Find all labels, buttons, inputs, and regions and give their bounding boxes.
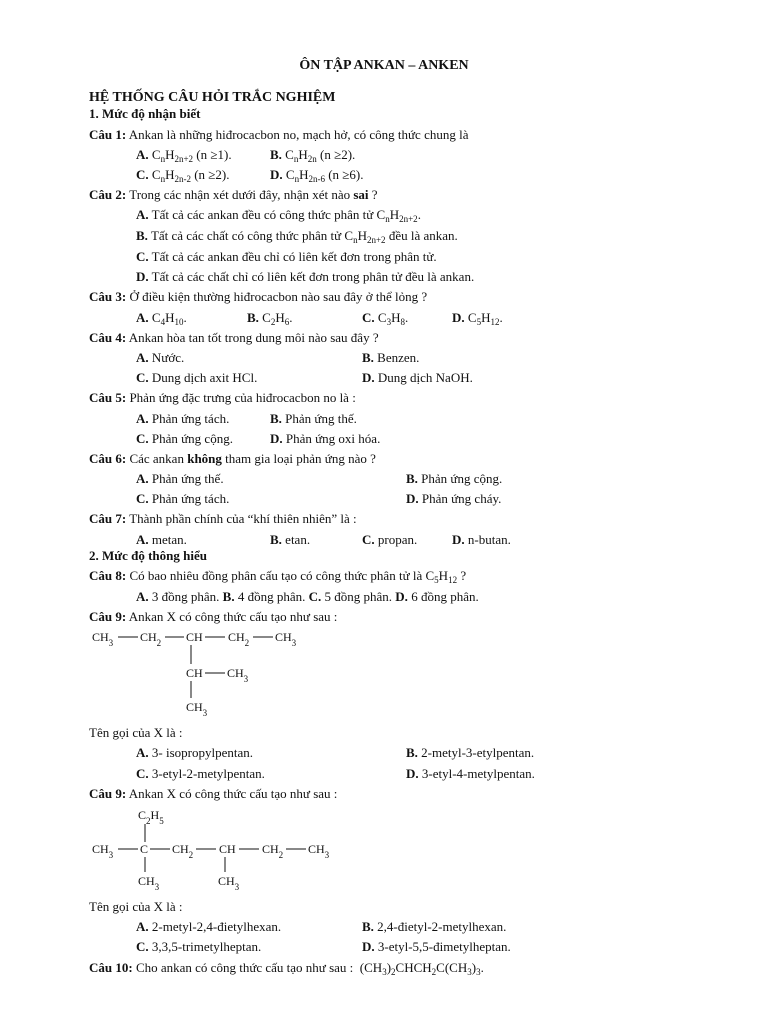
page-title: ÔN TẬP ANKAN – ANKEN [299, 58, 469, 73]
svg-text:CH: CH [219, 842, 236, 856]
answer-a[interactable]: A. $C_4H_{10}$. [136, 310, 187, 327]
answer-c[interactable]: C. 3,3,5-trimetylheptan. [136, 939, 262, 954]
svg-text:CH3: $CH_3$ [92, 842, 114, 860]
structural-formula-2 [88, 804, 348, 892]
answer-c[interactable]: C. propan. [362, 532, 418, 547]
question-7: Câu 7: Thành phần chính của “khí thiên nhiên” là : [89, 511, 357, 526]
answer-d[interactable]: D. 6 đồng phân. [395, 589, 479, 604]
question-text: Ankan là những hiđrocacbon no, mạch hở, có công thức chung là [128, 127, 469, 142]
answers-row [136, 589, 479, 605]
svg-text:CH3: $CH_3$ [308, 842, 330, 860]
answer-a[interactable]: A. 2-metyl-2,4-đietylhexan. [136, 919, 282, 934]
name-prompt: Tên gọi của X là : [89, 725, 183, 740]
svg-text:CH3: $CH_3$ [227, 666, 249, 684]
structural-formula-1 [88, 626, 318, 718]
question-9b: Câu 9: Ankan X có công thức cấu tạo như sau : [89, 786, 338, 801]
answer-a[interactable]: A. $C_nH_{2n+2}$ (n ≥1). [136, 147, 232, 164]
answer-b[interactable]: B. 2-metyl-3-etylpentan. [406, 745, 535, 760]
answer-b[interactable]: B. $C_nH_{2n}$ (n ≥2). [270, 147, 356, 164]
answer-b[interactable]: B. Benzen. [362, 350, 420, 365]
question-1 [89, 127, 468, 143]
svg-text:CH3: $CH_3$ [218, 874, 240, 892]
question-8: Câu 8: Có bao nhiêu đồng phân cấu tạo có công thức phân tử là $C_5H_{12}$ ? [89, 568, 467, 585]
level-heading-2: 2. Mức độ thông hiểu [89, 548, 207, 563]
name-prompt: Tên gọi của X là : [89, 899, 183, 914]
svg-text:CH2: $CH_2$ [262, 842, 284, 860]
answer-b[interactable]: B. etan. [270, 532, 311, 547]
condensed-formula: $(CH_3)_2CHCH_2C(CH_3)_3$. [359, 960, 484, 977]
svg-text:CH2: $CH_2$ [228, 630, 250, 648]
svg-text:CH2: $CH_2$ [140, 630, 162, 648]
question-2: Câu 2: Trong các nhận xét dưới đây, nhận xét nào sai ? [89, 187, 378, 202]
answer-b[interactable]: B. Phản ứng thế. [270, 411, 357, 426]
question-10: Câu 10: Cho ankan có công thức cấu tạo như sau : $(CH_3)_2CHCH_2C(CH_3)_3$. [89, 960, 484, 977]
svg-text:C: C [140, 842, 149, 856]
answer-d[interactable]: D. Dung dịch NaOH. [362, 370, 473, 385]
question-5: Câu 5: Phản ứng đặc trưng của hiđrocacbon no là : [89, 390, 356, 405]
answer-c[interactable]: C. Phản ứng tách. [136, 491, 230, 506]
answer-b[interactable]: B. $C_2H_6$. [247, 310, 293, 327]
answer-d[interactable]: D. Tất cả các chất chỉ có liên kết đơn trong phân tử đều là ankan. [136, 269, 475, 284]
answer-a[interactable]: A. metan. [136, 532, 187, 547]
answer-d[interactable]: D. Phản ứng cháy. [406, 491, 502, 506]
answer-b[interactable]: B. 2,4-đietyl-2-metylhexan. [362, 919, 507, 934]
question-9: Câu 9: Ankan X có công thức cấu tạo như sau : [89, 609, 338, 624]
answer-a[interactable]: A. Phản ứng thế. [136, 471, 224, 486]
section-heading: HỆ THỐNG CÂU HỎI TRẮC NGHIỆM [89, 90, 336, 105]
answer-b[interactable]: B. Phản ứng cộng. [406, 471, 503, 486]
level-heading-1: 1. Mức độ nhận biết [89, 106, 201, 121]
question-3: Câu 3: Ở điều kiện thường hiđrocacbon nào sau đây ở thể lỏng ? [89, 289, 428, 304]
question-6: Câu 6: Các ankan không tham gia loại phản ứng nào ? [89, 451, 376, 466]
answer-d[interactable]: D. 3-etyl-5,5-đimetylheptan. [362, 939, 511, 954]
answer-b[interactable]: B. 4 đồng phân. [222, 589, 306, 604]
svg-text:CH: CH [186, 630, 203, 644]
answer-a[interactable]: A. Phản ứng tách. [136, 411, 230, 426]
answer-c[interactable]: C. 3-etyl-2-metylpentan. [136, 766, 265, 781]
question-label: Câu 1: [89, 127, 127, 142]
answer-d[interactable]: D. Phản ứng oxi hóa. [270, 431, 381, 446]
svg-text:CH3: $CH_3$ [186, 700, 208, 718]
svg-text:CH: CH [186, 666, 203, 680]
answer-c[interactable]: C. Phản ứng cộng. [136, 431, 233, 446]
answer-a[interactable]: A. 3- isopropylpentan. [136, 745, 253, 760]
answer-a[interactable]: A. 3 đồng phân. [136, 589, 220, 604]
answer-c[interactable]: C. Dung dịch axit HCl. [136, 370, 258, 385]
answer-d[interactable]: D. n-butan. [452, 532, 511, 547]
answer-c[interactable]: C. $C_nH_{2n-2}$ (n ≥2). [136, 167, 230, 184]
answer-d[interactable]: D. 3-etyl-4-metylpentan. [406, 766, 535, 781]
answer-c[interactable]: C. 5 đồng phân. [308, 589, 393, 604]
answer-b[interactable]: B. Tất cả các chất có công thức phân tử $C_nH_{2n+2}$ đều là ankan. [136, 228, 458, 245]
answer-c[interactable]: C. $C_3H_8$. [362, 310, 409, 327]
svg-text:C2H5: $C_2H_5$ [138, 808, 164, 826]
answer-d[interactable]: D. $C_nH_{2n-6}$ (n ≥6). [270, 167, 364, 184]
answer-c[interactable]: C. Tất cả các ankan đều chỉ có liên kết đơn trong phân tử. [136, 249, 437, 264]
svg-text:CH2: $CH_2$ [172, 842, 194, 860]
svg-text:CH3: $CH_3$ [92, 630, 114, 648]
answer-a[interactable]: A. Nước. [136, 350, 185, 365]
answer-d[interactable]: D. $C_5H_{12}$. [452, 310, 503, 327]
question-4: Câu 4: Ankan hòa tan tốt trong dung môi nào sau đây ? [89, 330, 379, 345]
svg-text:CH3: $CH_3$ [275, 630, 297, 648]
svg-text:CH3: $CH_3$ [138, 874, 160, 892]
answer-a[interactable]: A. Tất cả các ankan đều có công thức phân tử $C_nH_{2n+2}$. [136, 207, 421, 224]
